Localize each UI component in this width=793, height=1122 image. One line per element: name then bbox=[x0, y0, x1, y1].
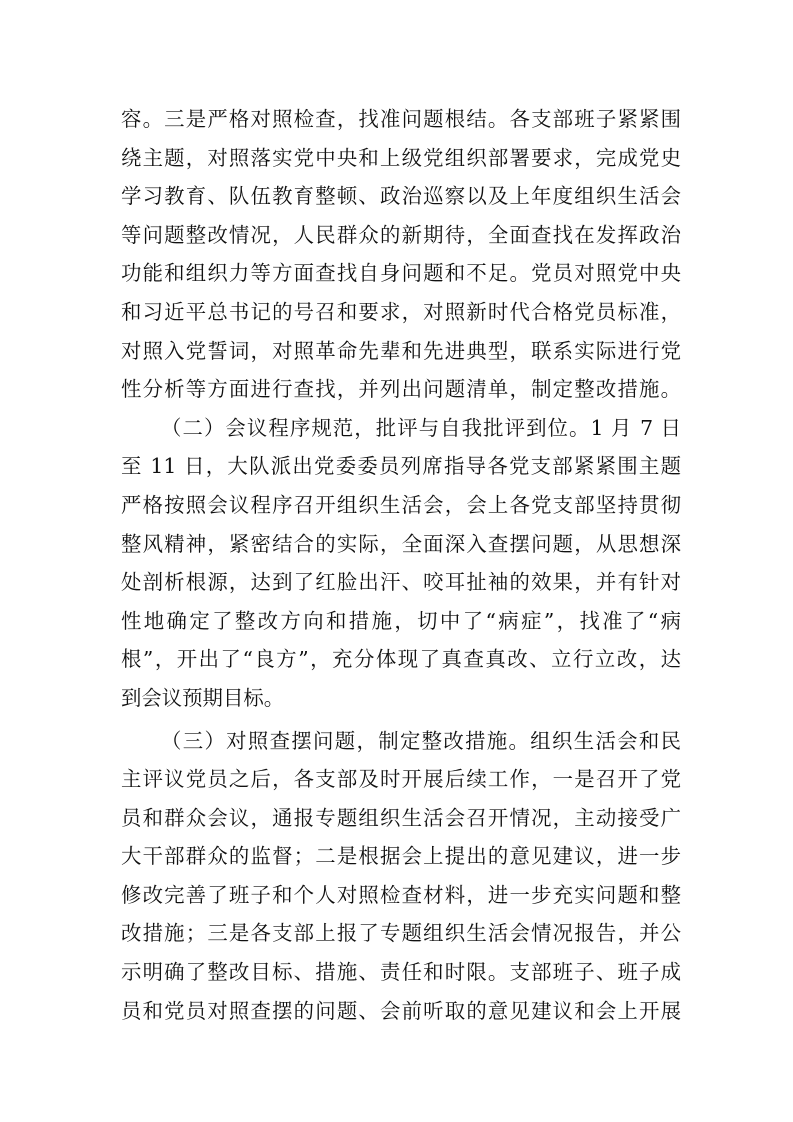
text-line: 员和党员对照查摆的问题、会前听取的意见建议和会上开展 bbox=[121, 998, 681, 1023]
text-line: 大干部群众的监督；二是根据会上提出的意见建议，进一步 bbox=[121, 844, 681, 869]
text-line: 性分析等方面进行查找，并列出问题清单，制定整改措施。 bbox=[121, 377, 681, 402]
text-line: 严格按照会议程序召开组织生活会，会上各党支部坚持贯彻 bbox=[121, 492, 681, 517]
text-line: 容。三是严格对照检查，找准问题根结。各支部班子紧紧围 bbox=[121, 107, 681, 131]
text-line: 至 11 日，大队派出党委委员列席指导各党支部紧紧围主题 bbox=[121, 454, 681, 479]
text-line: 示明确了整改目标、措施、责任和时限。支部班子、班子成 bbox=[121, 960, 681, 985]
text-line: 员和群众会议，通报专题组织生活会召开情况，主动接受广 bbox=[121, 805, 681, 830]
paragraph-rectification-measures bbox=[121, 722, 681, 1031]
paragraph-meeting-procedure bbox=[121, 409, 681, 718]
text-line: 改措施；三是各支部上报了专题组织生活会情况报告，并公 bbox=[121, 921, 681, 946]
text-line: 整风精神，紧密结合的实际，全面深入查摆问题，从思想深 bbox=[121, 531, 681, 556]
text-line: （二）会议程序规范，批评与自我批评到位。1 月 7 日 bbox=[161, 415, 681, 440]
text-line: （三）对照查摆问题，制定整改措施。组织生活会和民 bbox=[161, 728, 681, 753]
text-line: 功能和组织力等方面查找自身问题和不足。党员对照党中央 bbox=[121, 261, 681, 286]
text-line: 对照入党誓词，对照革命先辈和先进典型，联系实际进行党 bbox=[121, 338, 681, 363]
text-line: 修改完善了班子和个人对照检查材料，进一步充实问题和整 bbox=[121, 882, 681, 907]
text-line: 绕主题，对照落实党中央和上级党组织部署要求，完成党史 bbox=[121, 145, 681, 170]
text-line: 学习教育、队伍教育整顿、政治巡察以及上年度组织生活会 bbox=[121, 184, 681, 209]
text-line: 到会议预期目标。 bbox=[121, 685, 285, 710]
text-line: 和习近平总书记的号召和要求，对照新时代合格党员标准， bbox=[121, 299, 681, 324]
text-line: 根”，开出了“良方”，充分体现了真查真改、立行立改，达 bbox=[121, 647, 681, 672]
paragraph-self-inspection bbox=[121, 100, 681, 409]
text-line: 主评议党员之后，各支部及时开展后续工作，一是召开了党 bbox=[121, 767, 681, 792]
document-body bbox=[121, 100, 681, 1030]
text-line: 等问题整改情况，人民群众的新期待，全面查找在发挥政治 bbox=[121, 222, 681, 247]
text-line: 性地确定了整改方向和措施，切中了“病症”，找准了“病 bbox=[121, 608, 681, 633]
text-line: 处剖析根源，达到了红脸出汗、咬耳扯袖的效果，并有针对 bbox=[121, 570, 681, 595]
